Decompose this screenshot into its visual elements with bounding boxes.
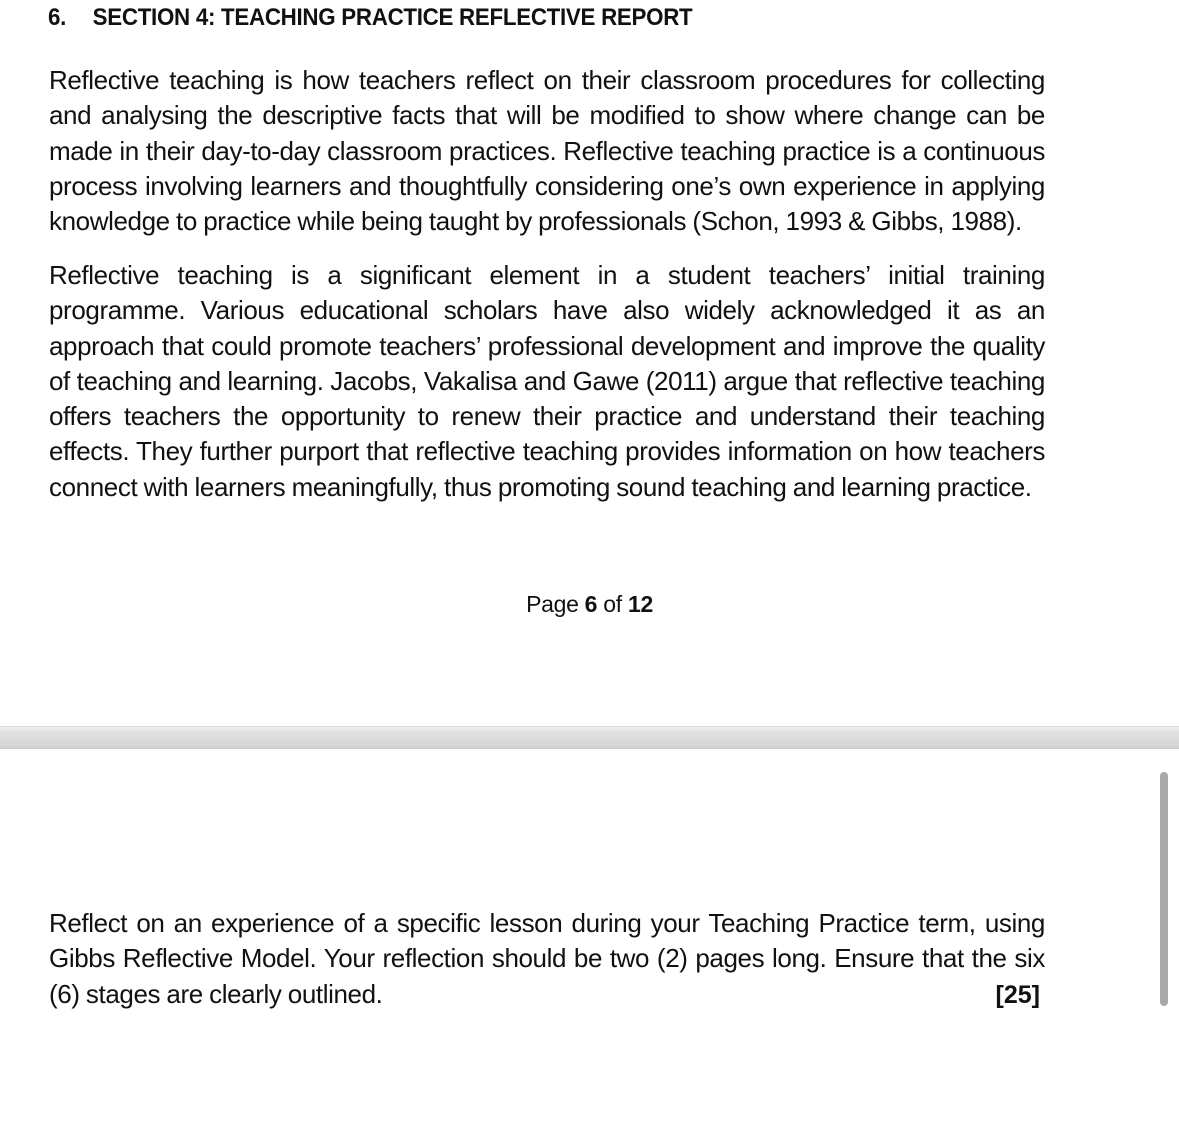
section-heading — [48, 4, 692, 32]
page-separator — [0, 726, 1179, 750]
page-label: Page — [526, 591, 579, 617]
current-page-number: 6 — [584, 591, 598, 617]
total-pages-number: 12 — [627, 591, 653, 617]
marks-allocation: [25] — [995, 981, 1040, 1009]
page-footer — [0, 591, 1179, 618]
page-of-label: of — [603, 591, 622, 617]
vertical-scrollbar-thumb[interactable] — [1160, 772, 1168, 1006]
section-number: 6. — [48, 4, 67, 31]
paragraph-reflective-teaching-definition: Reflective teaching is how teachers reflect on their classroom procedures for collecting and analysing the descriptive facts that will be modified to show where change can be made in their day-to-day classroom practices. Reflective teaching practice is a continuous process involving learners and thoughtfully considering one’s own experience in applying knowledge to practice while being taught by professionals (Schon, 1993 & Gibbs, 1988). — [49, 65, 1045, 237]
task-instruction: Reflect on an experience of a specific lesson during your Teaching Practice term, using Gibbs Reflective Model. Your reflection should be two (2) pages long. Ensure that the six (6) stages are clearly outlined. — [49, 908, 1045, 1009]
section-title: SECTION 4: TEACHING PRACTICE REFLECTIVE REPORT — [92, 4, 693, 31]
paragraph-reflective-teaching-significance: Reflective teaching is a significant element in a student teachers’ initial training programme. Various educational scholars have also widely acknowledged it as an approach that could promote teachers’ professional development and improve the quality of teaching and learning. Jacobs, Vakalisa and Gawe (2011) argue that reflective teaching offers teachers the opportunity to renew their practice and understand their teaching effects. They further purport that reflective teaching provides information on how teachers connect with learners meaningfully, thus promoting sound teaching and learning practice. — [49, 260, 1045, 502]
